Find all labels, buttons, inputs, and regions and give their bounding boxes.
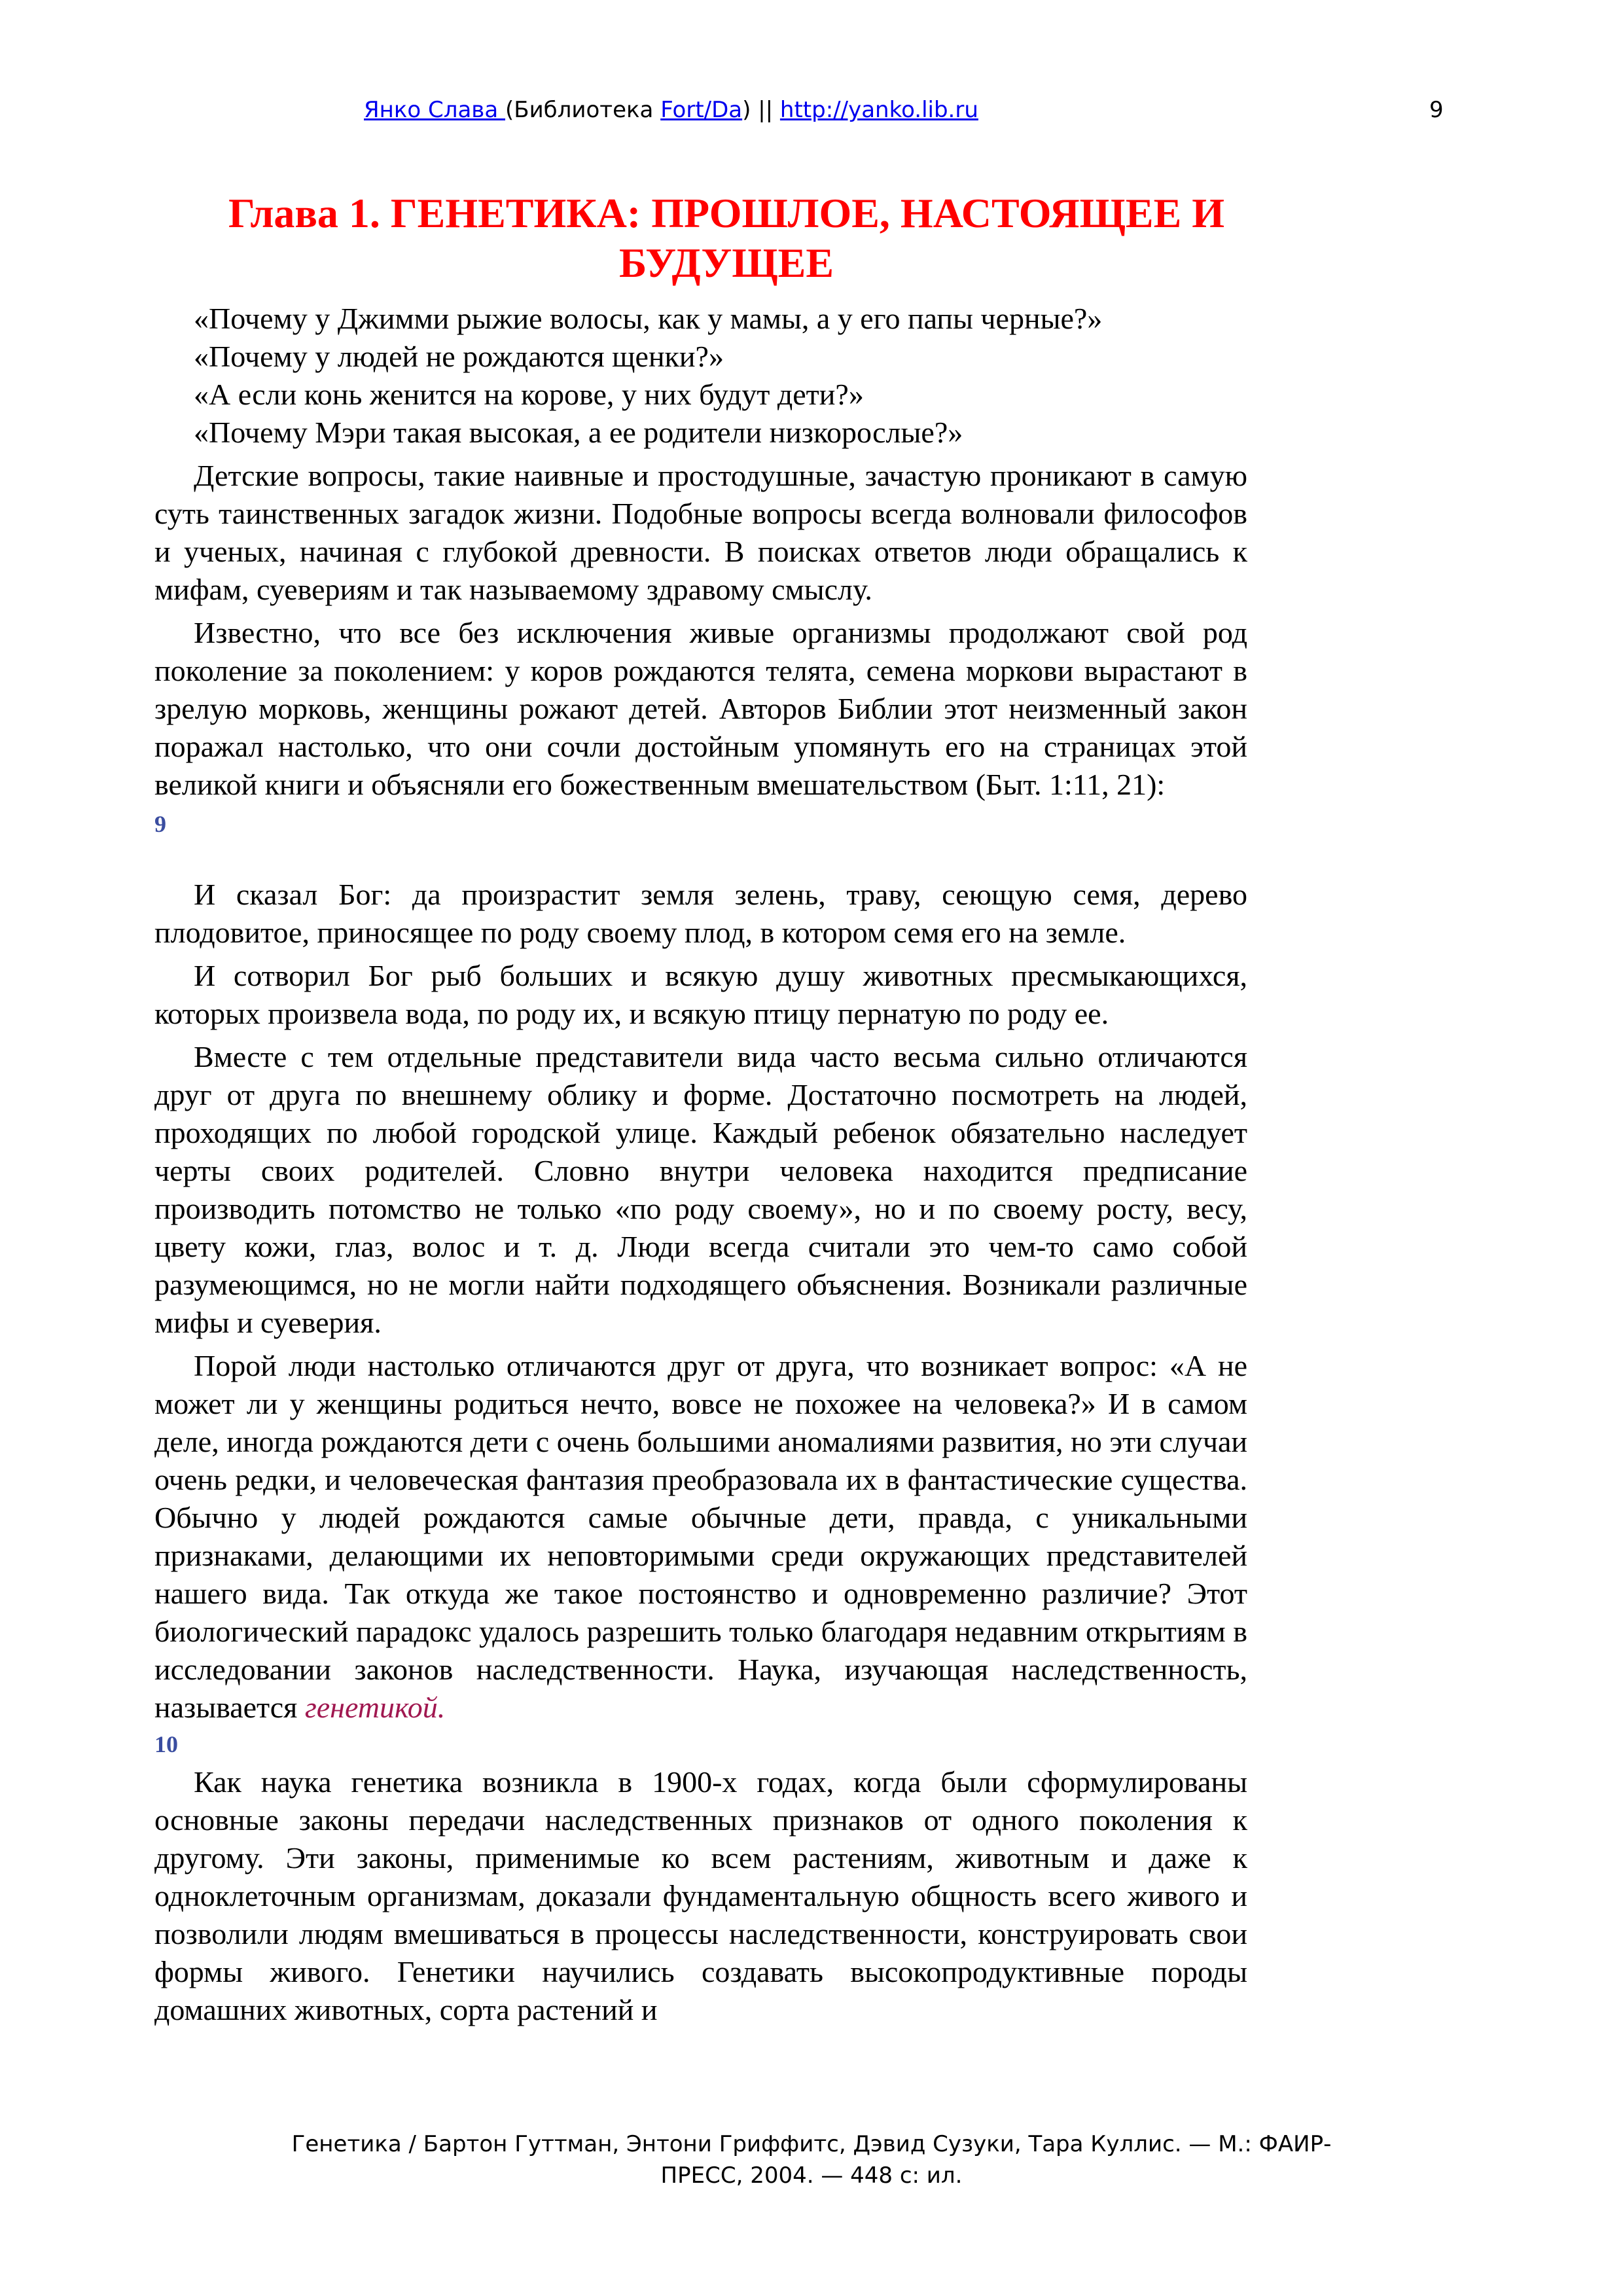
- fort-da-link[interactable]: Fort/Da: [660, 97, 743, 123]
- paragraph-6-text: Порой люди настолько отличаются друг от друга, что возникает вопрос: «А не может ли у женщины родиться нечто, вовсе не похожее на человека?» И в самом деле, иногда рождаются дети с очень большими аномалиями развития, но эти случаи очень редки, и человеческая фантазия преобразовала их в фантастические существа. Обычно у людей рождаются самые обычные дети, правда, с уникальными признаками, делающими их неповторимыми среди окружающих представителей нашего вида. Так откуда же такое постоянство и одновременно различие? Этот биологический парадокс удалось разрешить только благодаря недавним открытиям в исследовании законов наследственности. Наука, изучающая наследственность, называется: [154, 1349, 1247, 1724]
- library-suffix: ) ||: [742, 97, 780, 123]
- page-marker-9: 9: [154, 811, 166, 837]
- question-1: «Почему у Джимми рыжие волосы, как у мамы, а у его папы черные?»: [194, 302, 1103, 335]
- library-prefix: (Библиотека: [505, 97, 661, 123]
- paragraph-6: [154, 1347, 1247, 1727]
- paragraph-2: Известно, что все без исключения живые организмы продолжают свой род поколение за поколением: у коров рождаются телята, семена моркови вырастают в зрелую морковь, женщины рожают детей. Авторов Библии этот неизменный закон поражал настолько, что они сочли достойным упомянуть его на страницах этой великой книги и объясняли его божественным вмешательством (Быт. 1:11, 21):: [154, 616, 1247, 801]
- paragraph-4: И сотворил Бог рыб больших и всякую душу животных пресмыкающихся, которых произвела вода, по роду их, и всякую птицу пернатую по роду ее.: [154, 959, 1247, 1030]
- genetics-term: генетикой.: [304, 1691, 446, 1724]
- paragraph-5: Вместе с тем отдельные представители вида часто весьма сильно отличаются друг от друга по внешнему облику и форме. Достаточно посмотреть на людей, проходящих по любой городской улице. Каждый ребенок обязательно наследует черты своих родителей. Словно внутри человека находится предписание производить потомство не только «по роду своему», но и по своему росту, весу, цвету кожи, глаз, волос и т. д. Люди всегда считали это чем-то само собой разумеющимся, но не могли найти подходящего объяснения. Возникали различные мифы и суеверия.: [154, 1040, 1247, 1339]
- question-2: «Почему у людей не рождаются щенки?»: [194, 340, 724, 373]
- author-link[interactable]: Янко Слава: [364, 97, 505, 123]
- spacer: [154, 843, 1247, 876]
- document-body: [154, 300, 1247, 2034]
- footer-line-2: ПРЕСС, 2004. — 448 с: ил.: [660, 2162, 963, 2189]
- paragraph-3: И сказал Бог: да произрастит земля зелень, траву, сеющую семя, дерево плодовитое, приносящее по роду своему плод, в котором семя его на земле.: [154, 878, 1247, 949]
- question-3: «А если конь женится на корове, у них будут дети?»: [194, 378, 864, 411]
- page-marker-10: 10: [154, 1731, 178, 1757]
- page-footer: [157, 2128, 1466, 2191]
- site-url-link[interactable]: http://yanko.lib.ru: [779, 97, 978, 123]
- chapter-title: Глава 1. ГЕНЕТИКА: ПРОШЛОЕ, НАСТОЯЩЕЕ И БУДУЩЕЕ: [228, 190, 1225, 286]
- page-number: 9: [1429, 97, 1444, 123]
- header-citation: [364, 97, 978, 123]
- question-4: «Почему Мэри такая высокая, а ее родители низкорослые?»: [194, 416, 963, 449]
- footer-line-1: Генетика / Бартон Гуттман, Энтони Гриффитс, Дэвид Сузуки, Тара Куллис. — М.: ФАИР-: [291, 2131, 1332, 2157]
- paragraph-7: Как наука генетика возникла в 1900-х годах, когда были сформулированы основные законы передачи наследственных признаков от одного поколения к другому. Эти законы, применимые ко всем растениям, животным и даже к одноклеточным организмам, доказали фундаментальную общность всего живого и позволили людям вмешиваться в процессы наследственности, конструировать свои формы живого. Генетики научились создавать высокопродуктивные породы домашних животных, сорта растений и: [154, 1765, 1247, 2026]
- paragraph-1: Детские вопросы, такие наивные и простодушные, зачастую проникают в самую суть таинственных загадок жизни. Подобные вопросы всегда волновали философов и ученых, начиная с глубокой древности. В поисках ответов люди обращались к мифам, суевериям и так называемому здравому смыслу.: [154, 459, 1247, 606]
